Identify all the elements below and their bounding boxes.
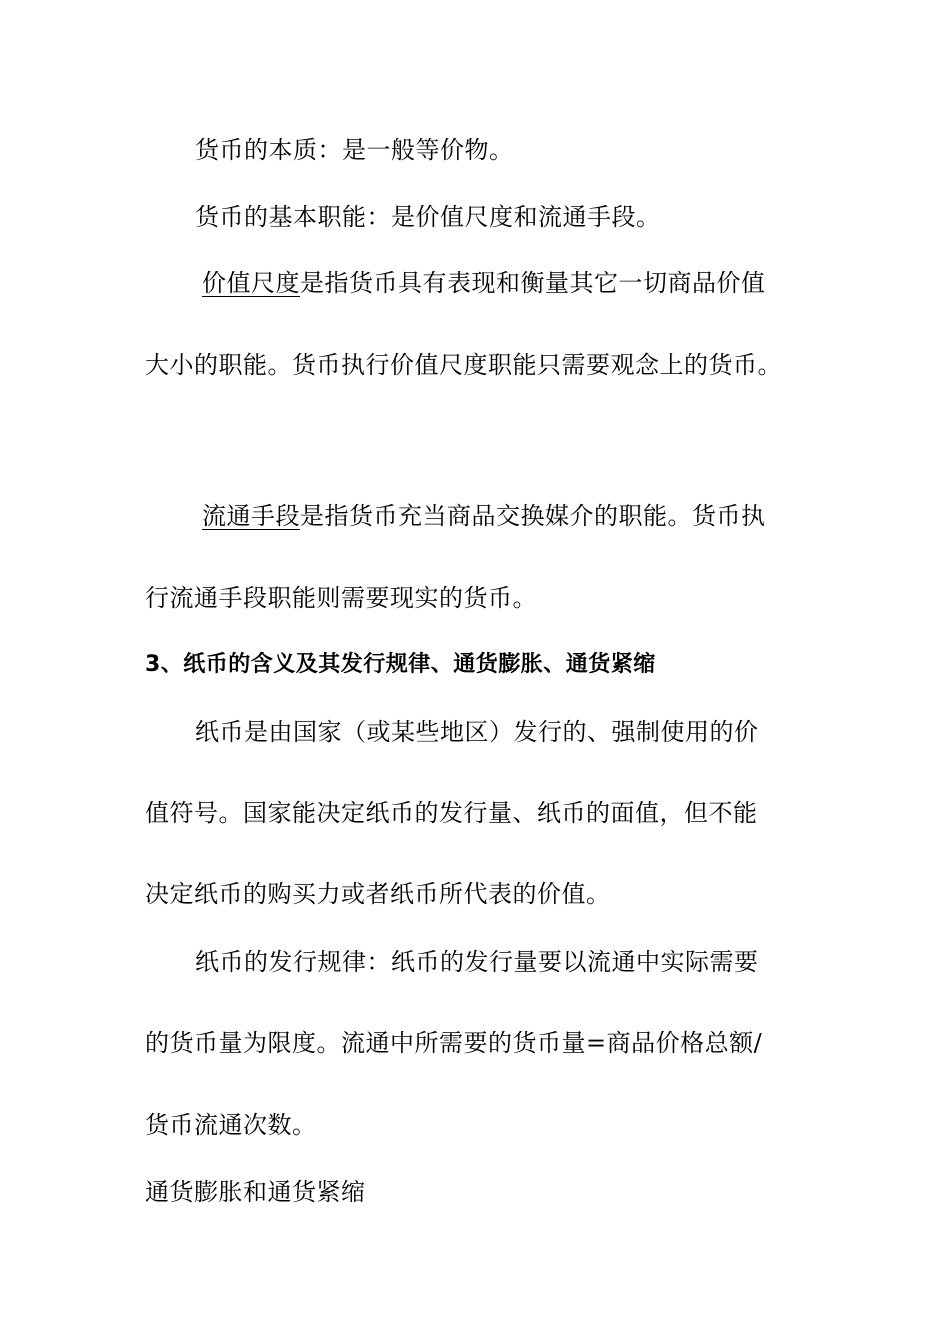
paragraph-basic-functions: 货币的基本职能：是价值尺度和流通手段。	[195, 203, 661, 231]
section-heading: 3、纸币的含义及其发行规律、通货膨胀、通货紧缩	[145, 652, 656, 677]
term-measure-of-value: 价值尺度	[202, 269, 300, 297]
paragraph-medium-of-circulation-line1	[202, 500, 766, 532]
paragraph-measure-of-value-line1	[202, 267, 766, 299]
paragraph-issuance-law-line3: 货币流通次数。	[145, 1111, 317, 1139]
paragraph-money-essence: 货币的本质：是一般等价物。	[195, 136, 514, 164]
term-medium-of-circulation: 流通手段	[202, 502, 300, 530]
paragraph-paper-money-line1: 纸币是由国家（或某些地区）发行的、强制使用的价	[195, 718, 759, 746]
paragraph-paper-money-line3: 决定纸币的购买力或者纸币所代表的价值。	[145, 880, 611, 908]
paragraph-medium-of-circulation-line2: 行流通手段职能则需要现实的货币。	[145, 584, 537, 612]
paragraph-issuance-law-line2: 的货币量为限度。流通中所需要的货币量=商品价格总额/	[145, 1029, 763, 1057]
measure-of-value-definition: 是指货币具有表现和衡量其它一切商品价值	[300, 269, 766, 297]
subheading-inflation-deflation: 通货膨胀和通货紧缩	[145, 1178, 366, 1206]
medium-of-circulation-definition: 是指货币充当商品交换媒介的职能。货币执	[300, 502, 766, 530]
paragraph-issuance-law-line1: 纸币的发行规律：纸币的发行量要以流通中实际需要	[195, 948, 759, 976]
paragraph-paper-money-line2: 值符号。国家能决定纸币的发行量、纸币的面值，但不能	[145, 799, 758, 827]
paragraph-measure-of-value-line2: 大小的职能。货币执行价值尺度职能只需要观念上的货币。	[145, 351, 782, 379]
